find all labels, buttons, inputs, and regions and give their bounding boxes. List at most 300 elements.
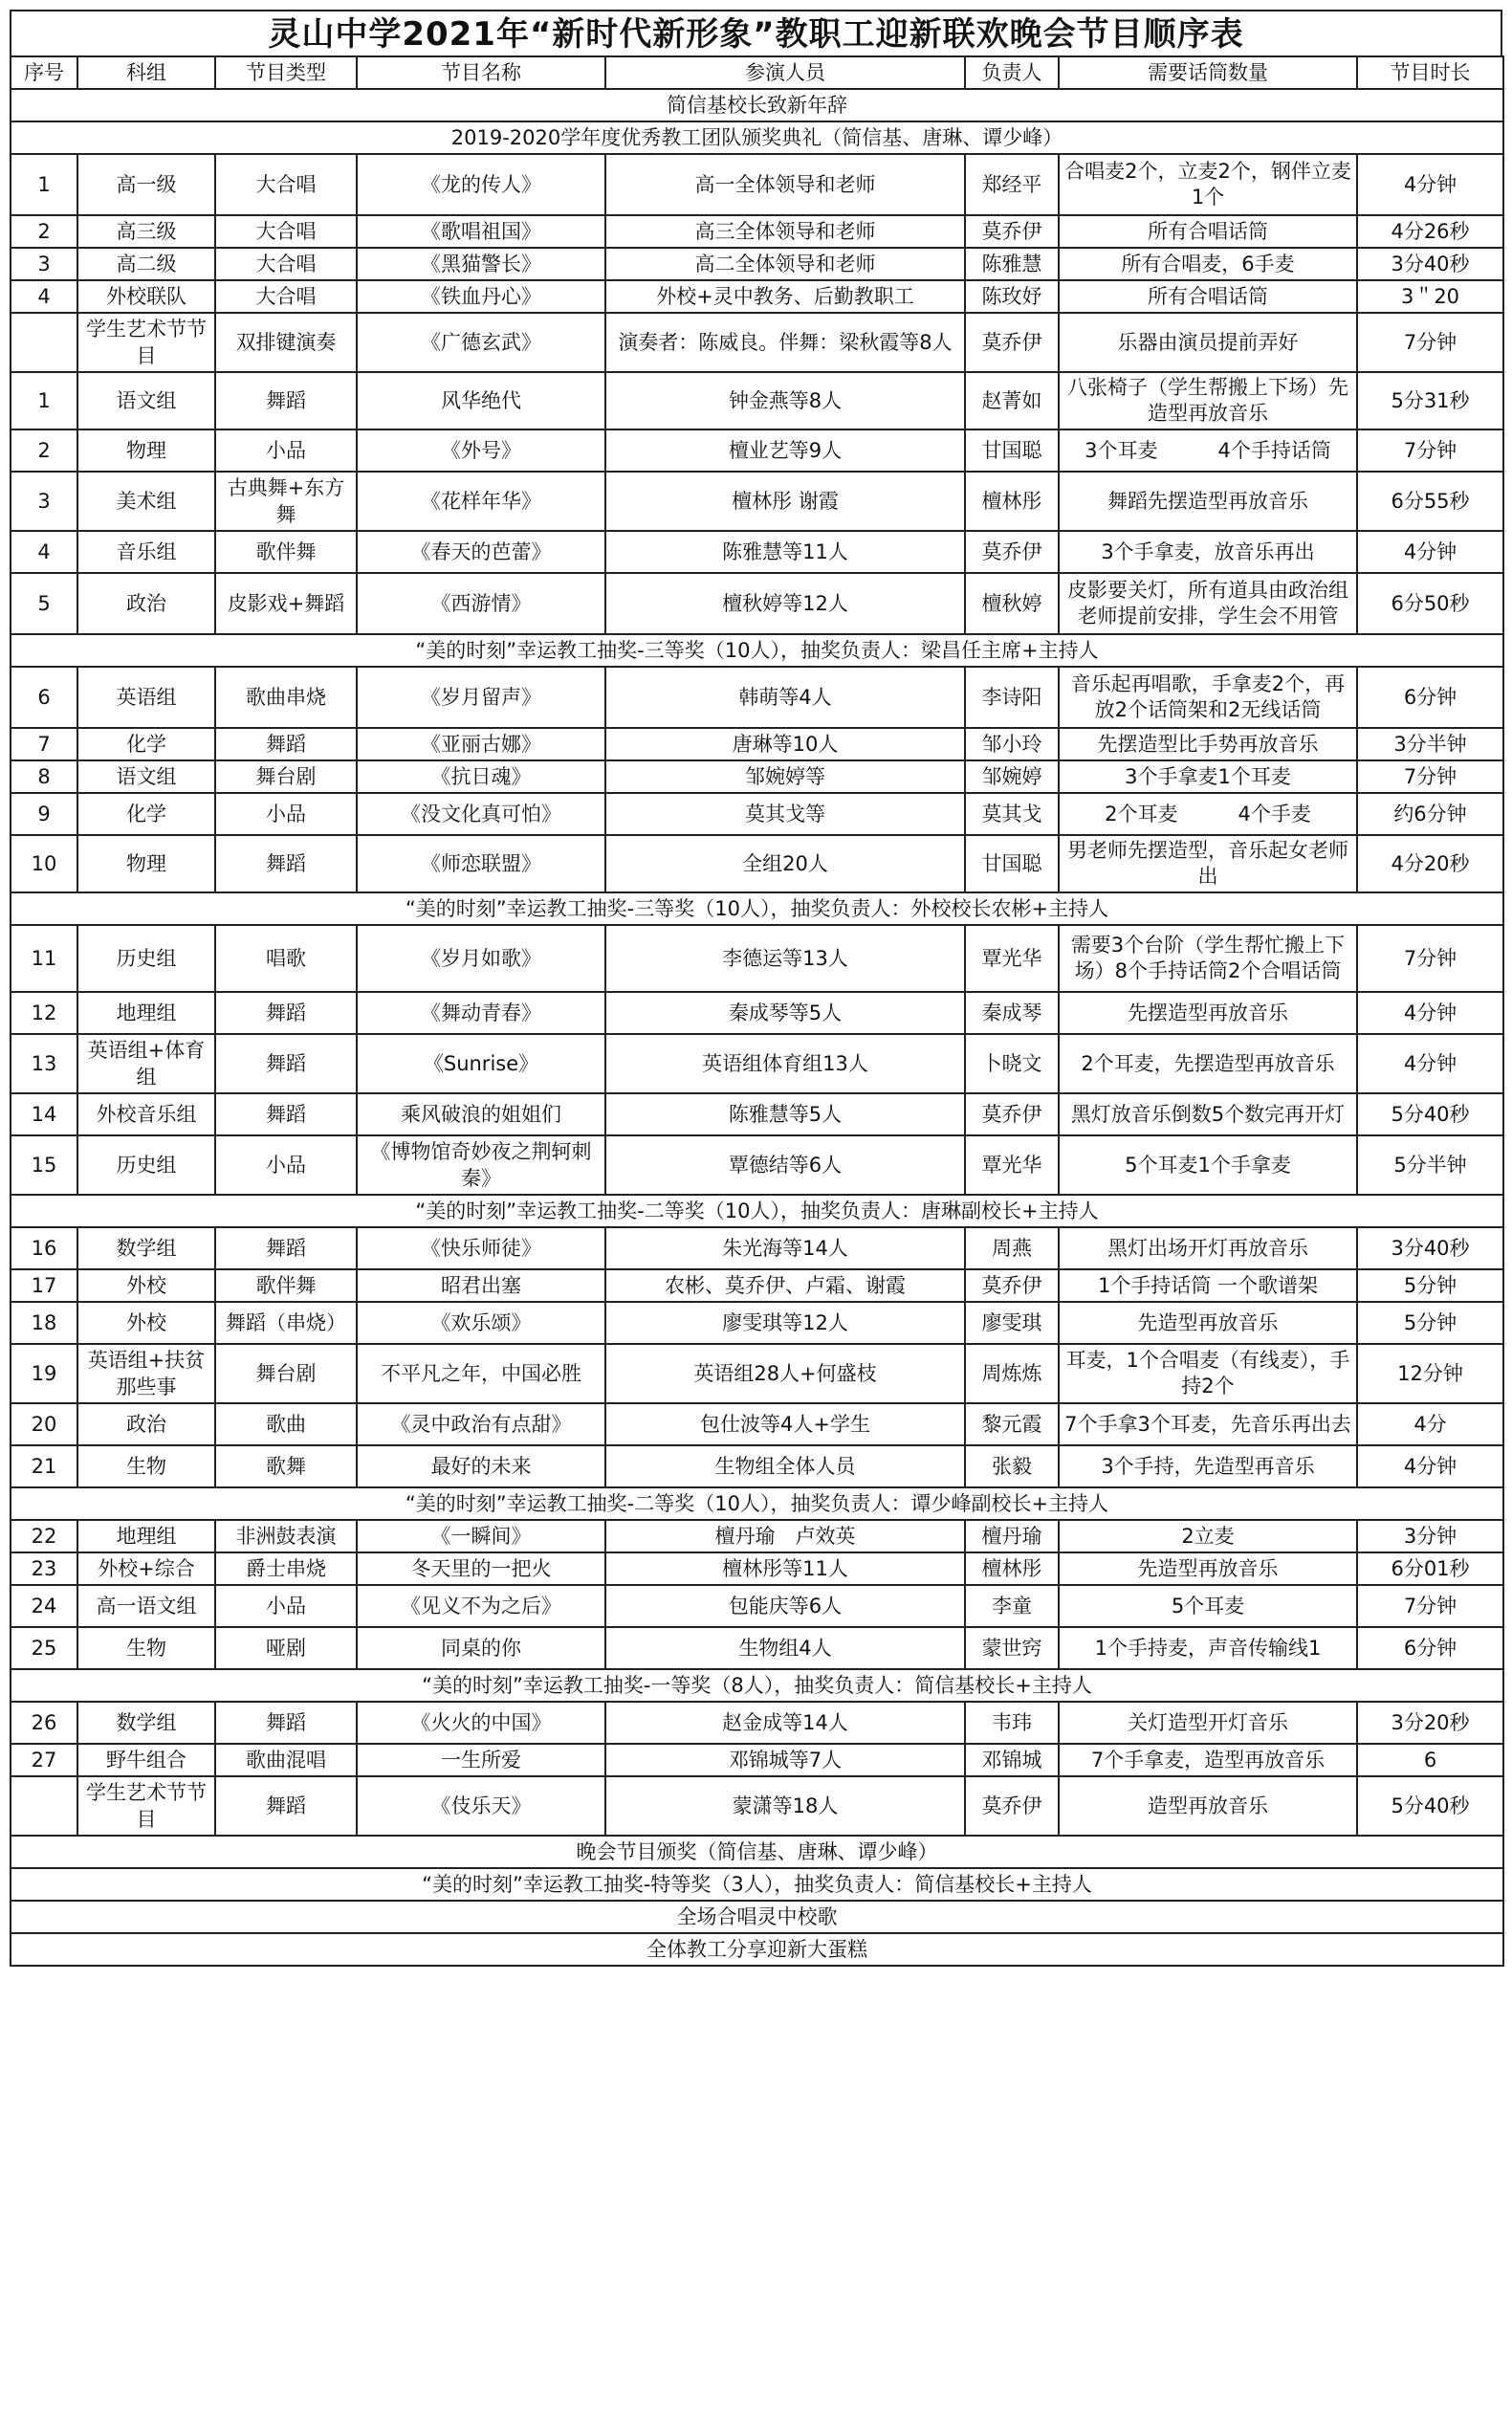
cell-duration: 6分01秒 bbox=[1357, 1552, 1503, 1585]
cell-index: 20 bbox=[11, 1403, 77, 1445]
cell-index: 19 bbox=[11, 1344, 77, 1403]
program-row bbox=[11, 1585, 1503, 1627]
section-row bbox=[11, 1933, 1503, 1966]
cell-group: 外校联队 bbox=[77, 280, 215, 313]
cell-index: 5 bbox=[11, 573, 77, 634]
cell-index: 25 bbox=[11, 1627, 77, 1669]
cell-program: 《龙的传人》 bbox=[357, 154, 605, 215]
cell-group: 英语组+体育组 bbox=[77, 1034, 215, 1093]
cell-lead: 邹小玲 bbox=[965, 728, 1059, 760]
cell-group: 高一语文组 bbox=[77, 1585, 215, 1627]
cell-mic-needs: 2立麦 bbox=[1059, 1520, 1357, 1552]
cell-lead: 李童 bbox=[965, 1585, 1059, 1627]
cell-group: 外校音乐组 bbox=[77, 1093, 215, 1135]
cell-performers: 檀林彤等11人 bbox=[605, 1552, 965, 1585]
cell-mic-needs: 5个耳麦 bbox=[1059, 1585, 1357, 1627]
section-text: 晚会节目颁奖（简信基、唐琳、谭少峰） bbox=[11, 1836, 1503, 1868]
cell-duration: 5分40秒 bbox=[1357, 1093, 1503, 1135]
cell-index: 13 bbox=[11, 1034, 77, 1093]
cell-performers: 秦成琴等5人 bbox=[605, 992, 965, 1034]
cell-group: 物理 bbox=[77, 429, 215, 472]
cell-type: 舞蹈 bbox=[215, 1093, 357, 1135]
cell-mic-needs: 皮影要关灯，所有道具由政治组老师提前安排，学生会不用管 bbox=[1059, 573, 1357, 634]
program-row bbox=[11, 728, 1503, 760]
program-row bbox=[11, 793, 1503, 835]
cell-performers: 廖雯琪等12人 bbox=[605, 1302, 965, 1344]
cell-lead: 周炼炼 bbox=[965, 1344, 1059, 1403]
cell-index: 2 bbox=[11, 215, 77, 248]
cell-group: 地理组 bbox=[77, 992, 215, 1034]
section-row bbox=[11, 1669, 1503, 1702]
cell-lead: 覃光华 bbox=[965, 1135, 1059, 1195]
cell-performers: 唐琳等10人 bbox=[605, 728, 965, 760]
program-row bbox=[11, 1093, 1503, 1135]
cell-lead: 李诗阳 bbox=[965, 667, 1059, 728]
program-row bbox=[11, 1302, 1503, 1344]
cell-program: 《花样年华》 bbox=[357, 472, 605, 531]
cell-lead: 莫其戈 bbox=[965, 793, 1059, 835]
program-row bbox=[11, 372, 1503, 429]
cell-program: 最好的未来 bbox=[357, 1445, 605, 1487]
cell-mic-needs: 关灯造型开灯音乐 bbox=[1059, 1702, 1357, 1744]
cell-group: 高三级 bbox=[77, 215, 215, 248]
cell-lead: 邓锦城 bbox=[965, 1744, 1059, 1776]
cell-lead: 廖雯琪 bbox=[965, 1302, 1059, 1344]
cell-duration: 4分钟 bbox=[1357, 531, 1503, 573]
header-type: 节目类型 bbox=[215, 56, 357, 89]
cell-group: 高一级 bbox=[77, 154, 215, 215]
cell-performers: 包仕波等4人+学生 bbox=[605, 1403, 965, 1445]
cell-duration: 7分钟 bbox=[1357, 429, 1503, 472]
cell-index: 21 bbox=[11, 1445, 77, 1487]
cell-group: 语文组 bbox=[77, 760, 215, 793]
cell-performers: 生物组全体人员 bbox=[605, 1445, 965, 1487]
cell-duration: 3＂20 bbox=[1357, 280, 1503, 313]
cell-mic-needs: 乐器由演员提前弄好 bbox=[1059, 313, 1357, 372]
cell-duration: 5分钟 bbox=[1357, 1302, 1503, 1344]
cell-type: 舞蹈 bbox=[215, 1702, 357, 1744]
cell-duration: 4分钟 bbox=[1357, 1034, 1503, 1093]
cell-duration: 7分钟 bbox=[1357, 760, 1503, 793]
cell-program: 《亚丽古娜》 bbox=[357, 728, 605, 760]
cell-index: 4 bbox=[11, 531, 77, 573]
cell-program: 《师恋联盟》 bbox=[357, 835, 605, 892]
section-row bbox=[11, 1195, 1503, 1227]
cell-group: 生物 bbox=[77, 1627, 215, 1669]
cell-mic-needs: 黑灯出场开灯再放音乐 bbox=[1059, 1227, 1357, 1269]
cell-duration: 4分钟 bbox=[1357, 154, 1503, 215]
cell-program: 《西游情》 bbox=[357, 573, 605, 634]
cell-group: 学生艺术节节目 bbox=[77, 1776, 215, 1836]
cell-index: 23 bbox=[11, 1552, 77, 1585]
section-row bbox=[11, 1487, 1503, 1520]
cell-group: 美术组 bbox=[77, 472, 215, 531]
cell-duration: 4分钟 bbox=[1357, 1445, 1503, 1487]
cell-performers: 邓锦城等7人 bbox=[605, 1744, 965, 1776]
section-text: “美的时刻”幸运教工抽奖-二等奖（10人），抽奖负责人：谭少峰副校长+主持人 bbox=[11, 1487, 1503, 1520]
cell-performers: 邹婉婷等 bbox=[605, 760, 965, 793]
cell-mic-needs: 1个手持话筒 一个歌谱架 bbox=[1059, 1269, 1357, 1302]
cell-lead: 周燕 bbox=[965, 1227, 1059, 1269]
cell-duration: 3分20秒 bbox=[1357, 1702, 1503, 1744]
cell-index: 16 bbox=[11, 1227, 77, 1269]
cell-type: 舞台剧 bbox=[215, 1344, 357, 1403]
cell-duration: 3分半钟 bbox=[1357, 728, 1503, 760]
cell-performers: 演奏者：陈威良。伴舞：梁秋霞等8人 bbox=[605, 313, 965, 372]
cell-lead: 秦成琴 bbox=[965, 992, 1059, 1034]
cell-program: 《舞动青春》 bbox=[357, 992, 605, 1034]
cell-lead: 莫乔伊 bbox=[965, 1093, 1059, 1135]
cell-mic-needs: 3个手拿麦1个耳麦 bbox=[1059, 760, 1357, 793]
cell-performers: 朱光海等14人 bbox=[605, 1227, 965, 1269]
cell-program: 《黑猫警长》 bbox=[357, 248, 605, 280]
cell-performers: 农彬、莫乔伊、卢霜、谢霞 bbox=[605, 1269, 965, 1302]
cell-program: 《春天的芭蕾》 bbox=[357, 531, 605, 573]
cell-performers: 檀丹瑜 卢效英 bbox=[605, 1520, 965, 1552]
cell-mic-needs: 2个耳麦，先摆造型再放音乐 bbox=[1059, 1034, 1357, 1093]
program-row bbox=[11, 925, 1503, 992]
program-row bbox=[11, 1227, 1503, 1269]
cell-lead: 陈雅慧 bbox=[965, 248, 1059, 280]
cell-type: 大合唱 bbox=[215, 154, 357, 215]
cell-program: 《火火的中国》 bbox=[357, 1702, 605, 1744]
program-row bbox=[11, 992, 1503, 1034]
cell-lead: 莫乔伊 bbox=[965, 313, 1059, 372]
cell-mic-needs: 7个手拿麦，造型再放音乐 bbox=[1059, 1744, 1357, 1776]
cell-type: 大合唱 bbox=[215, 248, 357, 280]
section-row bbox=[11, 1836, 1503, 1868]
section-row bbox=[11, 89, 1503, 121]
cell-duration: 7分钟 bbox=[1357, 925, 1503, 992]
cell-performers: 高二全体领导和老师 bbox=[605, 248, 965, 280]
cell-type: 小品 bbox=[215, 793, 357, 835]
cell-index: 2 bbox=[11, 429, 77, 472]
program-row bbox=[11, 215, 1503, 248]
cell-mic-needs: 5个耳麦1个手拿麦 bbox=[1059, 1135, 1357, 1195]
cell-group: 英语组 bbox=[77, 667, 215, 728]
cell-lead: 檀秋婷 bbox=[965, 573, 1059, 634]
cell-mic-needs: 音乐起再唱歌，手拿麦2个，再放2个话筒架和2无线话筒 bbox=[1059, 667, 1357, 728]
cell-mic-needs: 所有合唱话筒 bbox=[1059, 280, 1357, 313]
cell-performers: 全组20人 bbox=[605, 835, 965, 892]
cell-lead: 莫乔伊 bbox=[965, 215, 1059, 248]
section-row bbox=[11, 1901, 1503, 1933]
cell-index: 18 bbox=[11, 1302, 77, 1344]
cell-type: 舞蹈 bbox=[215, 372, 357, 429]
header-group: 科组 bbox=[77, 56, 215, 89]
cell-group: 高二级 bbox=[77, 248, 215, 280]
cell-duration: 6分钟 bbox=[1357, 1627, 1503, 1669]
cell-lead: 韦玮 bbox=[965, 1702, 1059, 1744]
cell-type: 古典舞+东方舞 bbox=[215, 472, 357, 531]
program-row bbox=[11, 1135, 1503, 1195]
cell-type: 舞蹈 bbox=[215, 992, 357, 1034]
cell-group: 语文组 bbox=[77, 372, 215, 429]
cell-duration: 4分 bbox=[1357, 1403, 1503, 1445]
cell-performers: 高一全体领导和老师 bbox=[605, 154, 965, 215]
cell-duration: 3分40秒 bbox=[1357, 248, 1503, 280]
section-text: 2019-2020学年度优秀教工团队颁奖典礼（简信基、唐琳、谭少峰） bbox=[11, 121, 1503, 154]
cell-performers: 檀业艺等9人 bbox=[605, 429, 965, 472]
cell-group: 外校 bbox=[77, 1269, 215, 1302]
cell-mic-needs: 造型再放音乐 bbox=[1059, 1776, 1357, 1836]
table-body bbox=[11, 89, 1503, 1966]
cell-type: 非洲鼓表演 bbox=[215, 1520, 357, 1552]
cell-type: 舞蹈 bbox=[215, 1227, 357, 1269]
cell-index: 24 bbox=[11, 1585, 77, 1627]
cell-program: 《岁月如歌》 bbox=[357, 925, 605, 992]
cell-type: 大合唱 bbox=[215, 280, 357, 313]
cell-performers: 外校+灵中教务、后勤教职工 bbox=[605, 280, 965, 313]
cell-index: 12 bbox=[11, 992, 77, 1034]
cell-lead: 蒙世窍 bbox=[965, 1627, 1059, 1669]
cell-index: 10 bbox=[11, 835, 77, 892]
cell-mic-needs: 合唱麦2个，立麦2个，钢伴立麦1个 bbox=[1059, 154, 1357, 215]
cell-index: 22 bbox=[11, 1520, 77, 1552]
cell-index: 7 bbox=[11, 728, 77, 760]
cell-lead: 甘国聪 bbox=[965, 835, 1059, 892]
cell-type: 爵士串烧 bbox=[215, 1552, 357, 1585]
cell-duration: 6分50秒 bbox=[1357, 573, 1503, 634]
cell-lead: 檀林彤 bbox=[965, 472, 1059, 531]
cell-program: 《Sunrise》 bbox=[357, 1034, 605, 1093]
program-row bbox=[11, 472, 1503, 531]
cell-duration: 6分钟 bbox=[1357, 667, 1503, 728]
section-row bbox=[11, 634, 1503, 667]
program-row bbox=[11, 313, 1503, 372]
program-row bbox=[11, 1034, 1503, 1093]
cell-mic-needs: 先造型再放音乐 bbox=[1059, 1552, 1357, 1585]
cell-lead: 檀林彤 bbox=[965, 1552, 1059, 1585]
cell-program: 《没文化真可怕》 bbox=[357, 793, 605, 835]
cell-index bbox=[11, 1776, 77, 1836]
cell-lead: 莫乔伊 bbox=[965, 1776, 1059, 1836]
cell-type: 双排键演奏 bbox=[215, 313, 357, 372]
cell-type: 歌曲混唱 bbox=[215, 1744, 357, 1776]
cell-lead: 莫乔伊 bbox=[965, 531, 1059, 573]
cell-type: 舞蹈（串烧） bbox=[215, 1302, 357, 1344]
cell-group: 生物 bbox=[77, 1445, 215, 1487]
cell-performers: 檀秋婷等12人 bbox=[605, 573, 965, 634]
cell-type: 小品 bbox=[215, 1585, 357, 1627]
cell-group: 政治 bbox=[77, 1403, 215, 1445]
cell-program: 《见义不为之后》 bbox=[357, 1585, 605, 1627]
cell-performers: 生物组4人 bbox=[605, 1627, 965, 1669]
cell-performers: 李德运等13人 bbox=[605, 925, 965, 992]
program-row bbox=[11, 1552, 1503, 1585]
program-row bbox=[11, 760, 1503, 793]
table-header-row bbox=[11, 56, 1503, 89]
cell-program: 同桌的你 bbox=[357, 1627, 605, 1669]
cell-type: 歌曲 bbox=[215, 1403, 357, 1445]
cell-index: 4 bbox=[11, 280, 77, 313]
cell-duration: 5分40秒 bbox=[1357, 1776, 1503, 1836]
cell-mic-needs: 2个耳麦 4个手麦 bbox=[1059, 793, 1357, 835]
program-table bbox=[10, 55, 1504, 1967]
cell-lead: 黎元霞 bbox=[965, 1403, 1059, 1445]
cell-group: 历史组 bbox=[77, 1135, 215, 1195]
cell-program: 不平凡之年，中国必胜 bbox=[357, 1344, 605, 1403]
cell-index: 3 bbox=[11, 472, 77, 531]
section-text: “美的时刻”幸运教工抽奖-三等奖（10人），抽奖负责人：梁昌任主席+主持人 bbox=[11, 634, 1503, 667]
section-row bbox=[11, 1868, 1503, 1901]
header-performers: 参演人员 bbox=[605, 56, 965, 89]
cell-duration: 5分钟 bbox=[1357, 1269, 1503, 1302]
cell-lead: 张毅 bbox=[965, 1445, 1059, 1487]
cell-lead: 檀丹瑜 bbox=[965, 1520, 1059, 1552]
cell-group: 物理 bbox=[77, 835, 215, 892]
cell-mic-needs: 耳麦，1个合唱麦（有线麦），手持2个 bbox=[1059, 1344, 1357, 1403]
cell-mic-needs: 所有合唱话筒 bbox=[1059, 215, 1357, 248]
header-program: 节目名称 bbox=[357, 56, 605, 89]
cell-group: 野牛组合 bbox=[77, 1744, 215, 1776]
cell-group: 地理组 bbox=[77, 1520, 215, 1552]
cell-index: 3 bbox=[11, 248, 77, 280]
cell-program: 《铁血丹心》 bbox=[357, 280, 605, 313]
cell-program: 冬天里的一把火 bbox=[357, 1552, 605, 1585]
cell-mic-needs: 1个手持麦，声音传输线1 bbox=[1059, 1627, 1357, 1669]
header-duration: 节目时长 bbox=[1357, 56, 1503, 89]
cell-duration: 5分半钟 bbox=[1357, 1135, 1503, 1195]
cell-lead: 甘国聪 bbox=[965, 429, 1059, 472]
program-sheet bbox=[10, 10, 1502, 1967]
cell-group: 外校+综合 bbox=[77, 1552, 215, 1585]
cell-program: 《岁月留声》 bbox=[357, 667, 605, 728]
cell-performers: 蒙潇等18人 bbox=[605, 1776, 965, 1836]
cell-lead: 覃光华 bbox=[965, 925, 1059, 992]
section-row bbox=[11, 892, 1503, 925]
cell-group: 学生艺术节节目 bbox=[77, 313, 215, 372]
cell-type: 舞蹈 bbox=[215, 728, 357, 760]
cell-type: 舞蹈 bbox=[215, 1034, 357, 1093]
cell-mic-needs: 舞蹈先摆造型再放音乐 bbox=[1059, 472, 1357, 531]
cell-lead: 郑经平 bbox=[965, 154, 1059, 215]
cell-duration: 6 bbox=[1357, 1744, 1503, 1776]
cell-lead: 陈玫妤 bbox=[965, 280, 1059, 313]
cell-performers: 陈雅慧等5人 bbox=[605, 1093, 965, 1135]
program-row bbox=[11, 1445, 1503, 1487]
program-row bbox=[11, 429, 1503, 472]
cell-program: 乘风破浪的姐姐们 bbox=[357, 1093, 605, 1135]
cell-index: 11 bbox=[11, 925, 77, 992]
cell-index: 1 bbox=[11, 372, 77, 429]
cell-lead: 莫乔伊 bbox=[965, 1269, 1059, 1302]
cell-program: 一生所爱 bbox=[357, 1744, 605, 1776]
cell-type: 舞蹈 bbox=[215, 1776, 357, 1836]
program-row bbox=[11, 280, 1503, 313]
cell-program: 昭君出塞 bbox=[357, 1269, 605, 1302]
cell-duration: 约6分钟 bbox=[1357, 793, 1503, 835]
cell-duration: 3分钟 bbox=[1357, 1520, 1503, 1552]
cell-program: 《欢乐颂》 bbox=[357, 1302, 605, 1344]
cell-type: 歌舞 bbox=[215, 1445, 357, 1487]
cell-index: 8 bbox=[11, 760, 77, 793]
cell-type: 小品 bbox=[215, 429, 357, 472]
cell-mic-needs: 黑灯放音乐倒数5个数完再开灯 bbox=[1059, 1093, 1357, 1135]
cell-type: 大合唱 bbox=[215, 215, 357, 248]
section-text: “美的时刻”幸运教工抽奖-二等奖（10人），抽奖负责人：唐琳副校长+主持人 bbox=[11, 1195, 1503, 1227]
cell-group: 数学组 bbox=[77, 1227, 215, 1269]
cell-performers: 钟金燕等8人 bbox=[605, 372, 965, 429]
cell-duration: 5分31秒 bbox=[1357, 372, 1503, 429]
cell-type: 歌伴舞 bbox=[215, 531, 357, 573]
cell-program: 《博物馆奇妙夜之荆轲刺秦》 bbox=[357, 1135, 605, 1195]
cell-group: 音乐组 bbox=[77, 531, 215, 573]
cell-mic-needs: 需要3个台阶（学生帮忙搬上下场）8个手持话筒2个合唱话筒 bbox=[1059, 925, 1357, 992]
cell-group: 化学 bbox=[77, 728, 215, 760]
section-text: “美的时刻”幸运教工抽奖-一等奖（8人），抽奖负责人：简信基校长+主持人 bbox=[11, 1669, 1503, 1702]
section-text: 全场合唱灵中校歌 bbox=[11, 1901, 1503, 1933]
program-row bbox=[11, 1702, 1503, 1744]
program-row bbox=[11, 667, 1503, 728]
cell-group: 英语组+扶贫那些事 bbox=[77, 1344, 215, 1403]
cell-program: 《外号》 bbox=[357, 429, 605, 472]
cell-performers: 英语组28人+何盛枝 bbox=[605, 1344, 965, 1403]
cell-performers: 高三全体领导和老师 bbox=[605, 215, 965, 248]
cell-duration: 4分26秒 bbox=[1357, 215, 1503, 248]
cell-index: 1 bbox=[11, 154, 77, 215]
section-text: 全体教工分享迎新大蛋糕 bbox=[11, 1933, 1503, 1966]
cell-index: 27 bbox=[11, 1744, 77, 1776]
program-row bbox=[11, 154, 1503, 215]
cell-performers: 莫其戈等 bbox=[605, 793, 965, 835]
program-row bbox=[11, 835, 1503, 892]
cell-group: 化学 bbox=[77, 793, 215, 835]
program-row bbox=[11, 531, 1503, 573]
program-row bbox=[11, 1344, 1503, 1403]
cell-program: 《伎乐天》 bbox=[357, 1776, 605, 1836]
cell-index: 9 bbox=[11, 793, 77, 835]
cell-lead: 卜晓文 bbox=[965, 1034, 1059, 1093]
cell-group: 外校 bbox=[77, 1302, 215, 1344]
cell-mic-needs: 3个手持，先造型再音乐 bbox=[1059, 1445, 1357, 1487]
cell-mic-needs: 先摆造型再放音乐 bbox=[1059, 992, 1357, 1034]
cell-index: 17 bbox=[11, 1269, 77, 1302]
program-row bbox=[11, 1403, 1503, 1445]
cell-type: 唱歌 bbox=[215, 925, 357, 992]
cell-type: 歌伴舞 bbox=[215, 1269, 357, 1302]
cell-performers: 檀林彤 谢霞 bbox=[605, 472, 965, 531]
program-row bbox=[11, 573, 1503, 634]
cell-duration: 3分40秒 bbox=[1357, 1227, 1503, 1269]
cell-type: 舞台剧 bbox=[215, 760, 357, 793]
program-row bbox=[11, 1520, 1503, 1552]
cell-group: 历史组 bbox=[77, 925, 215, 992]
cell-performers: 赵金成等14人 bbox=[605, 1702, 965, 1744]
cell-duration: 7分钟 bbox=[1357, 1585, 1503, 1627]
cell-performers: 陈雅慧等11人 bbox=[605, 531, 965, 573]
section-row bbox=[11, 121, 1503, 154]
cell-lead: 赵菁如 bbox=[965, 372, 1059, 429]
cell-performers: 覃德结等6人 bbox=[605, 1135, 965, 1195]
cell-program: 《抗日魂》 bbox=[357, 760, 605, 793]
cell-mic-needs: 3个手拿麦，放音乐再出 bbox=[1059, 531, 1357, 573]
cell-index: 6 bbox=[11, 667, 77, 728]
cell-program: 《广德玄武》 bbox=[357, 313, 605, 372]
cell-index: 14 bbox=[11, 1093, 77, 1135]
cell-mic-needs: 男老师先摆造型，音乐起女老师出 bbox=[1059, 835, 1357, 892]
cell-duration: 4分20秒 bbox=[1357, 835, 1503, 892]
cell-type: 舞蹈 bbox=[215, 835, 357, 892]
cell-performers: 包能庆等6人 bbox=[605, 1585, 965, 1627]
cell-index: 15 bbox=[11, 1135, 77, 1195]
cell-group: 政治 bbox=[77, 573, 215, 634]
cell-group: 数学组 bbox=[77, 1702, 215, 1744]
cell-performers: 韩萌等4人 bbox=[605, 667, 965, 728]
section-text: “美的时刻”幸运教工抽奖-特等奖（3人），抽奖负责人：简信基校长+主持人 bbox=[11, 1868, 1503, 1901]
cell-lead: 邹婉婷 bbox=[965, 760, 1059, 793]
cell-mic-needs: 先摆造型比手势再放音乐 bbox=[1059, 728, 1357, 760]
